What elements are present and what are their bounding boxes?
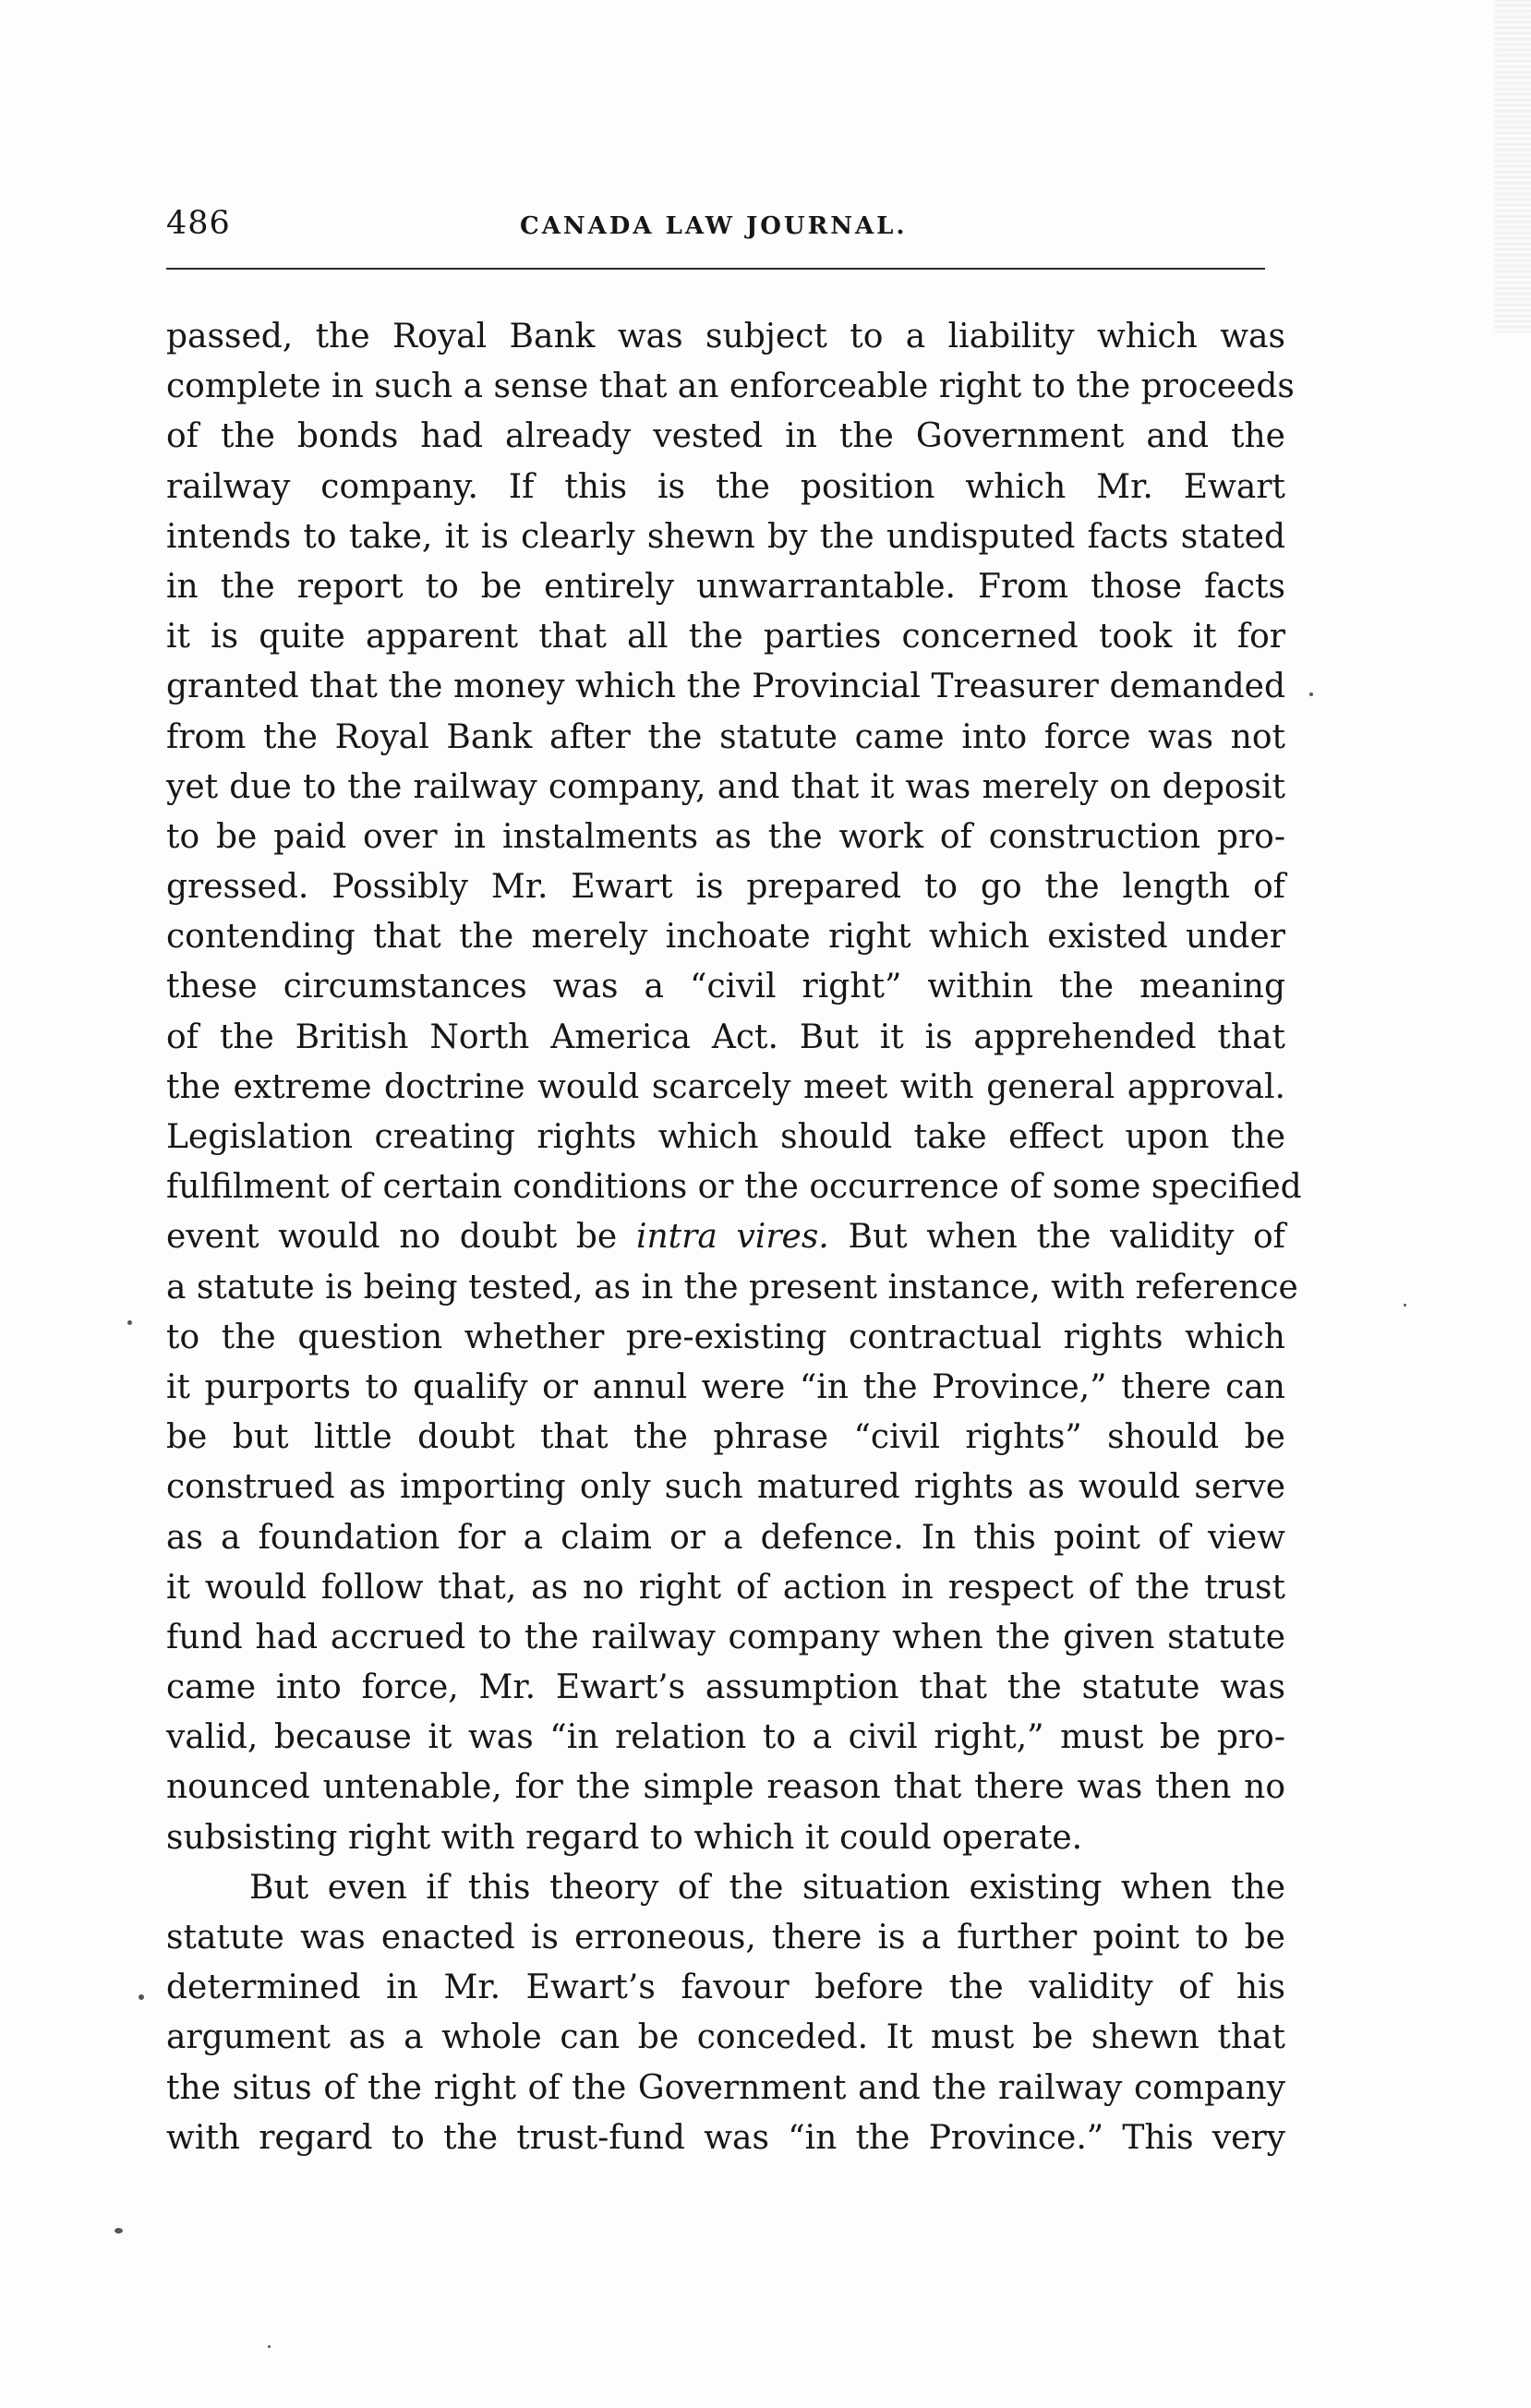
text-line: fund had accrued to the railway company when the given statute (166, 1618, 1285, 1656)
text-line: statute was enacted is erroneous, there is a further point to be (166, 1919, 1285, 1956)
text-line: the situs of the right of the Government and the railway company (166, 2068, 1285, 2107)
text-segment: event would no doubt be (166, 1218, 618, 1257)
text-line: be but little doubt that the phrase “civil rights” should be (166, 1418, 1285, 1457)
text-line: a statute is being tested, as in the present instance, with reference (166, 1268, 1298, 1306)
text-line: to the question whether pre-existing contractual rights which (166, 1318, 1285, 1356)
text-line: contending that the merely inchoate right which existed under (166, 918, 1285, 957)
text-line: came into force, Mr. Ewart’s assumption that the statute was (166, 1668, 1285, 1707)
text-line: to be paid over in instalments as the work of construction pro- (166, 817, 1285, 856)
text-line: intends to take, it is clearly shewn by the undisputed facts stated (166, 517, 1285, 556)
text-line: the extreme doctrine would scarcely meet with general approval. (166, 1067, 1285, 1106)
text-line: nounced untenable, for the simple reason that there was then no (166, 1768, 1285, 1807)
text-line: Legislation creating rights which should take effect upon the (166, 1118, 1285, 1156)
text-line: fulfilment of certain conditions or the occurrence of some specified (166, 1168, 1302, 1207)
scan-speck (1309, 692, 1313, 696)
text-line: of the British North America Act. But it is apprehended that (166, 1017, 1285, 1056)
text-line: of the bonds had already vested in the Government and the (166, 417, 1285, 456)
text-line: construed as importing only such matured rights as would serve (166, 1468, 1285, 1507)
text-line: determined in Mr. Ewart’s favour before the validity of his (166, 1969, 1285, 2007)
text-line: argument as a whole can be conceded. It must be shewn that (166, 2018, 1285, 2057)
text-line: in the report to be entirely unwarrantable. From those facts (166, 567, 1285, 606)
text-line: these circumstances was a “civil right” within the meaning (166, 968, 1285, 1006)
text-line: granted that the money which the Provincial Treasurer demanded (166, 668, 1285, 706)
text-line: it purports to qualify or annul were “in the Province,” there can (166, 1367, 1285, 1406)
italic-phrase: intra vires. (635, 1218, 829, 1257)
scan-speck (115, 2228, 123, 2233)
text-line: subsisting right with regard to which it could operate. (166, 1818, 1083, 1857)
text-line: valid, because it was “in relation to a civil right,” must be pro- (166, 1718, 1285, 1757)
header-rule (166, 268, 1265, 270)
scan-speck (268, 2345, 271, 2348)
scan-speck (1404, 1304, 1406, 1306)
scan-speck (139, 1994, 144, 2000)
text-segment: But when the validity of (848, 1218, 1285, 1257)
text-line: from the Royal Bank after the statute came into force was not (166, 717, 1285, 756)
text-line: it would follow that, as no right of action in respect of the trust (166, 1568, 1285, 1607)
text-line: yet due to the railway company, and that it was merely on deposit (166, 767, 1285, 806)
text-line: passed, the Royal Bank was subject to a liability which was (166, 318, 1285, 355)
text-line-with-italic (166, 1212, 1285, 1262)
body-text (166, 312, 1302, 2163)
running-title: CANADA LAW JOURNAL. (520, 212, 908, 240)
scan-speck (127, 1320, 132, 1325)
scan-edge-noise (1494, 0, 1531, 332)
text-line: with regard to the trust-fund was “in the Province.” This very (166, 2118, 1285, 2157)
text-line: gressed. Possibly Mr. Ewart is prepared to go the length of (166, 868, 1285, 907)
page-header (166, 196, 1274, 251)
text-line: railway company. If this is the position which Mr. Ewart (166, 467, 1285, 506)
paragraph-first-line: But even if this theory of the situation existing when the (249, 1868, 1285, 1907)
text-line: complete in such a sense that an enforceable right to the proceeds (166, 367, 1295, 406)
page-number: 486 (166, 205, 231, 242)
text-line: as a foundation for a claim or a defence. In this point of view (166, 1518, 1285, 1557)
text-line: it is quite apparent that all the parties concerned took it for (166, 618, 1285, 656)
